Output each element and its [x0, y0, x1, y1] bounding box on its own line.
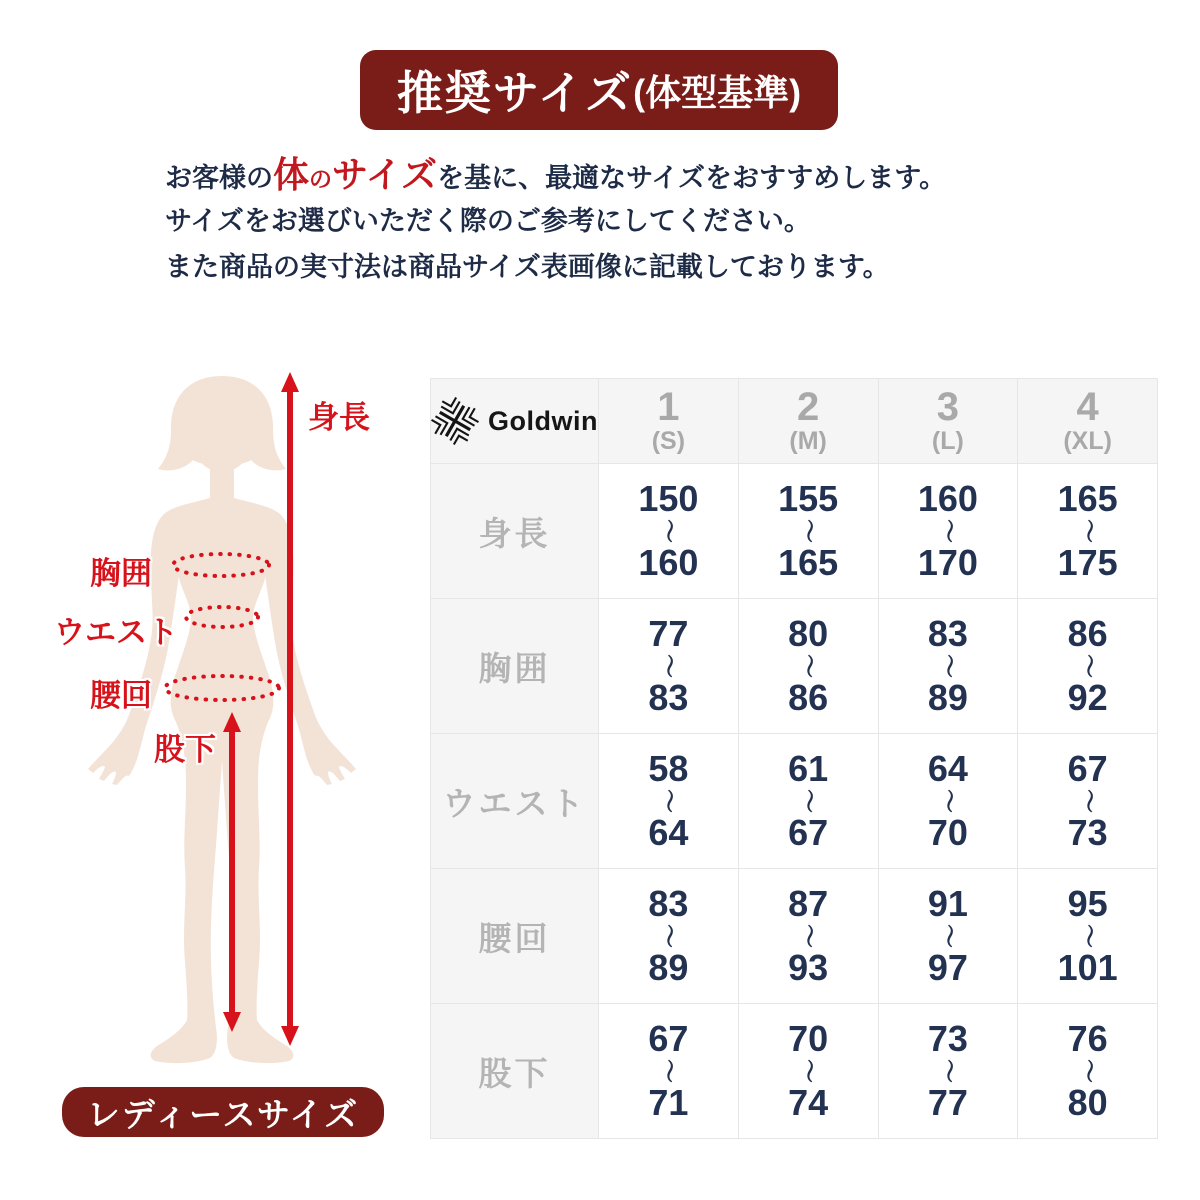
range-wave: 〜 — [655, 1059, 683, 1083]
range-wave: 〜 — [795, 1059, 823, 1083]
range-low: 87 — [788, 882, 829, 924]
range-high: 92 — [1067, 677, 1108, 718]
row-label: 腰回 — [431, 868, 598, 1003]
range-high: 160 — [638, 542, 699, 583]
range-low: 67 — [648, 1017, 689, 1059]
range-wave: 〜 — [1074, 924, 1102, 948]
range-cell — [878, 733, 1018, 868]
range-high: 97 — [927, 947, 968, 988]
range-wave: 〜 — [934, 924, 962, 948]
range-low: 160 — [917, 477, 978, 519]
range-low: 83 — [927, 612, 968, 654]
range-high: 67 — [788, 812, 829, 853]
range-wave: 〜 — [1074, 519, 1102, 543]
column-header-1 — [598, 379, 738, 463]
page-title — [360, 50, 838, 130]
column-1-alpha: (S) — [651, 427, 686, 456]
hip-label: 腰回 — [90, 678, 152, 713]
column-4-alpha: (XL) — [1063, 427, 1112, 456]
height-label: 身長 — [308, 400, 370, 435]
female-silhouette-illustration — [30, 370, 430, 1150]
column-header-4 — [1017, 379, 1157, 463]
range-cell — [878, 1003, 1018, 1138]
range-cell — [878, 868, 1018, 1003]
range-low: 77 — [648, 612, 689, 654]
range-cell — [598, 598, 738, 733]
intro-line-2: サイズをお選びいただく際のご参考にしてください。 — [165, 206, 811, 236]
range-high: 77 — [927, 1082, 968, 1123]
range-wave: 〜 — [1074, 1059, 1102, 1083]
range-low: 91 — [927, 882, 968, 924]
range-high: 101 — [1057, 947, 1118, 988]
range-low: 150 — [638, 477, 699, 519]
range-cell — [1017, 1003, 1157, 1138]
column-2-number: 2 — [797, 385, 820, 430]
range-low: 76 — [1067, 1017, 1108, 1059]
range-high: 165 — [778, 542, 839, 583]
range-cell — [1017, 463, 1157, 598]
range-high: 89 — [648, 947, 689, 988]
table-row — [431, 1003, 1157, 1138]
range-cell — [878, 463, 1018, 598]
range-wave: 〜 — [795, 789, 823, 813]
intro-line-3: また商品の実寸法は商品サイズ表画像に記載しております。 — [165, 252, 890, 282]
table-row — [431, 868, 1157, 1003]
range-wave: 〜 — [655, 924, 683, 948]
range-cell — [1017, 598, 1157, 733]
range-wave: 〜 — [655, 519, 683, 543]
range-high: 86 — [788, 677, 829, 718]
range-wave: 〜 — [1074, 654, 1102, 678]
range-low: 83 — [648, 882, 689, 924]
range-cell — [598, 1003, 738, 1138]
table-row — [431, 463, 1157, 598]
range-low: 86 — [1067, 612, 1108, 654]
range-wave: 〜 — [934, 1059, 962, 1083]
range-high: 89 — [927, 677, 968, 718]
intro-line1-prefix: お客様の — [165, 163, 273, 193]
page-title-paren: (体型基準) — [633, 71, 802, 113]
range-cell — [1017, 868, 1157, 1003]
range-low: 95 — [1067, 882, 1108, 924]
range-cell — [598, 463, 738, 598]
table-row — [431, 733, 1157, 868]
column-1-number: 1 — [657, 385, 680, 430]
column-2-alpha: (M) — [789, 427, 827, 456]
row-label: 身長 — [431, 463, 598, 598]
intro-text — [165, 152, 1095, 290]
range-cell — [878, 598, 1018, 733]
chest-label: 胸囲 — [90, 556, 152, 591]
inseam-label: 股下 — [154, 732, 216, 767]
range-low: 58 — [648, 747, 689, 789]
column-header-2 — [738, 379, 878, 463]
intro-line1-suffix: を基に、最適なサイズをおすすめします。 — [437, 163, 947, 193]
range-low: 73 — [927, 1017, 968, 1059]
intro-line-1 — [165, 152, 1095, 198]
range-wave: 〜 — [795, 519, 823, 543]
range-high: 175 — [1057, 542, 1118, 583]
range-low: 80 — [788, 612, 829, 654]
intro-line1-highlight-body: 体 — [273, 154, 310, 195]
range-high: 93 — [788, 947, 829, 988]
range-high: 83 — [648, 677, 689, 718]
silhouette-shape — [88, 376, 356, 1063]
intro-line1-highlight-no: の — [309, 166, 333, 192]
size-table-header — [431, 379, 1157, 463]
range-low: 67 — [1067, 747, 1108, 789]
range-high: 80 — [1067, 1082, 1108, 1123]
goldwin-logo-icon — [431, 397, 479, 445]
range-wave: 〜 — [1074, 789, 1102, 813]
row-label: 胸囲 — [431, 598, 598, 733]
range-high: 70 — [927, 812, 968, 853]
range-cell — [598, 868, 738, 1003]
column-3-alpha: (L) — [931, 427, 964, 456]
range-wave: 〜 — [934, 519, 962, 543]
range-cell — [1017, 733, 1157, 868]
body-measurement-diagram — [30, 370, 430, 1150]
range-high: 64 — [648, 812, 689, 853]
range-high: 74 — [788, 1082, 829, 1123]
intro-line1-highlight-size: サイズ — [332, 154, 438, 195]
brand-cell — [431, 379, 598, 463]
range-low: 155 — [778, 477, 839, 519]
waist-label: ウエスト — [54, 615, 178, 650]
range-high: 170 — [917, 542, 978, 583]
table-row — [431, 598, 1157, 733]
range-wave: 〜 — [655, 789, 683, 813]
range-high: 73 — [1067, 812, 1108, 853]
range-cell — [738, 598, 878, 733]
range-high: 71 — [648, 1082, 689, 1123]
range-cell — [598, 733, 738, 868]
row-label: 股下 — [431, 1003, 598, 1138]
brand-name: Goldwin — [488, 405, 598, 436]
size-table — [430, 378, 1158, 1139]
column-3-number: 3 — [936, 385, 959, 430]
row-label: ウエスト — [431, 733, 598, 868]
range-cell — [738, 463, 878, 598]
range-cell — [738, 868, 878, 1003]
range-low: 165 — [1057, 477, 1118, 519]
range-wave: 〜 — [655, 654, 683, 678]
range-low: 70 — [788, 1017, 829, 1059]
range-wave: 〜 — [795, 924, 823, 948]
column-4-number: 4 — [1076, 385, 1099, 430]
range-wave: 〜 — [795, 654, 823, 678]
range-low: 64 — [927, 747, 968, 789]
range-cell — [738, 1003, 878, 1138]
range-wave: 〜 — [934, 789, 962, 813]
size-table-body — [431, 463, 1157, 1138]
range-wave: 〜 — [934, 654, 962, 678]
range-low: 61 — [788, 747, 829, 789]
column-header-3 — [878, 379, 1018, 463]
range-cell — [738, 733, 878, 868]
ladies-size-badge: レディースサイズ — [62, 1087, 384, 1137]
page-title-main: 推奨サイズ — [396, 67, 634, 119]
